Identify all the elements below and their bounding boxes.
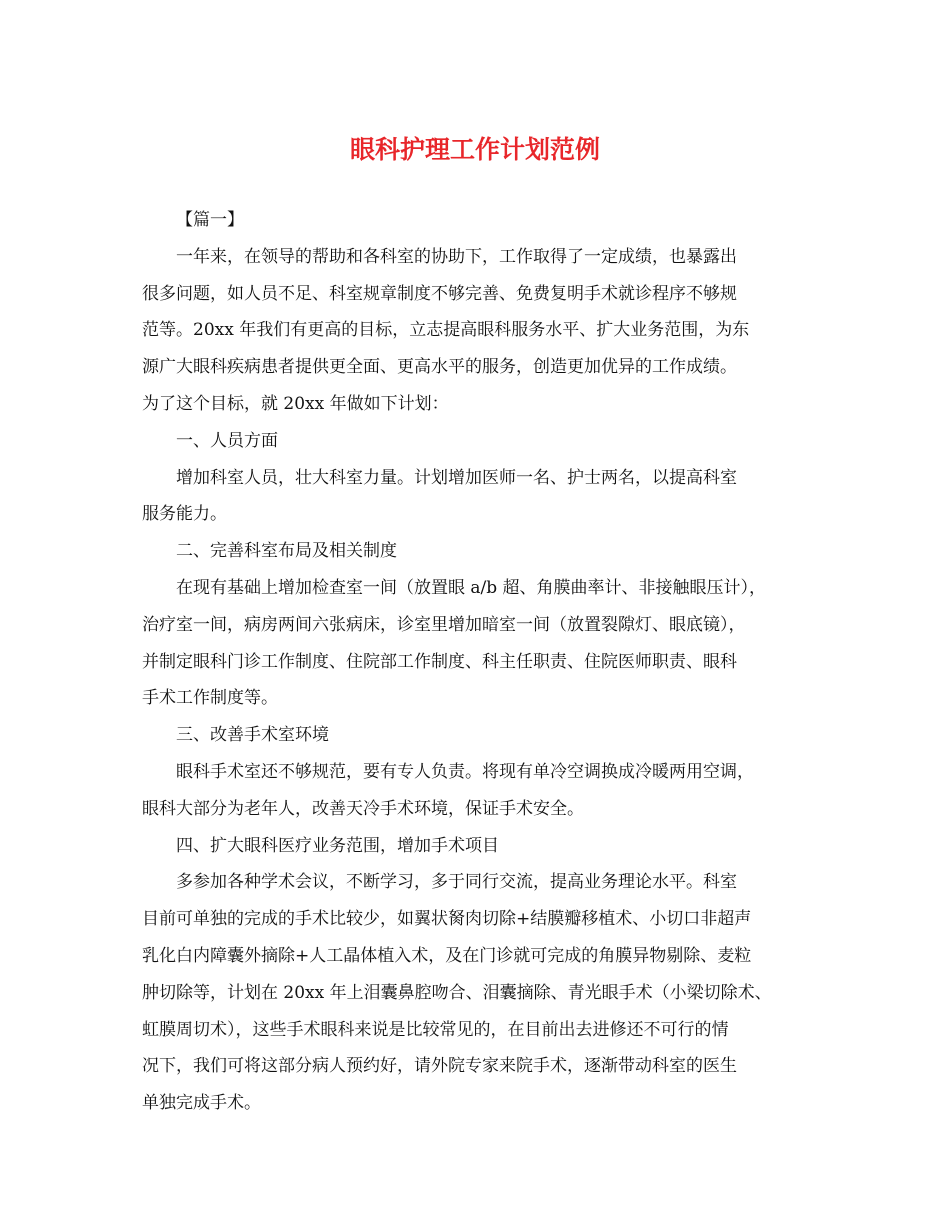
body-line: 肿切除等，计划在 20xx 年上泪囊鼻腔吻合、泪囊摘除、青光眼手术（小梁切除术、 xyxy=(142,982,772,1003)
body-line: 服务能力。 xyxy=(142,504,227,525)
body-line: 在现有基础上增加检查室一间（放置眼 a/b 超、角膜曲率计、非接触眼压计）， xyxy=(176,577,767,598)
body-line: 三、改善手术室环境 xyxy=(176,725,329,746)
body-line: 眼科手术室还不够规范，要有专人负责。将现有单冷空调换成冷暖两用空调， xyxy=(176,761,754,782)
body-line: 乳化白内障囊外摘除+人工晶体植入术，及在门诊就可完成的角膜异物剔除、麦粒 xyxy=(142,945,752,966)
body-line: 很多问题，如人员不足、科室规章制度不够完善、免费复明手术就诊程序不够规 xyxy=(142,283,737,304)
body-line: 范等。20xx 年我们有更高的目标，立志提高眼科服务水平、扩大业务范围，为东 xyxy=(142,320,750,341)
document-body xyxy=(142,202,812,1122)
body-line: 目前可单独的完成的手术比较少，如翼状胬肉切除+结膜瓣移植术、小切口非超声 xyxy=(142,909,752,930)
body-line: 为了这个目标，就 20xx 年做如下计划： xyxy=(142,393,449,414)
body-line: 增加科室人员，壮大科室力量。计划增加医师一名、护士两名，以提高科室 xyxy=(176,467,737,488)
body-line: 手术工作制度等。 xyxy=(142,688,278,709)
body-line: 源广大眼科疾病患者提供更全面、更高水平的服务，创造更加优异的工作成绩。 xyxy=(142,357,737,378)
body-line: 多参加各种学术会议，不断学习，多于同行交流，提高业务理论水平。科室 xyxy=(176,872,737,893)
body-line: 【篇一】 xyxy=(176,210,244,230)
body-line: 并制定眼科门诊工作制度、住院部工作制度、科主任职责、住院医师职责、眼科 xyxy=(142,651,737,672)
body-line: 二、完善科室布局及相关制度 xyxy=(176,541,397,562)
body-line: 眼科大部分为老年人，改善天冷手术环境，保证手术安全。 xyxy=(142,798,584,819)
document-title: 眼科护理工作计划范例 xyxy=(349,135,600,164)
body-line: 况下，我们可将这部分病人预约好，请外院专家来院手术，逐渐带动科室的医生 xyxy=(142,1056,737,1077)
body-line: 单独完成手术。 xyxy=(142,1093,261,1114)
body-line: 虹膜周切术），这些手术眼科来说是比较常见的，在目前出去进修还不可行的情 xyxy=(142,1019,729,1040)
body-line: 治疗室一间，病房两间六张病床，诊室里增加暗室一间（放置裂隙灯、眼底镜）， xyxy=(142,614,746,635)
body-line: 四、扩大眼科医疗业务范围，增加手术项目 xyxy=(176,835,499,856)
body-line: 一年来，在领导的帮助和各科室的协助下，工作取得了一定成绩，也暴露出 xyxy=(176,246,737,267)
body-line: 一、人员方面 xyxy=(176,430,278,451)
